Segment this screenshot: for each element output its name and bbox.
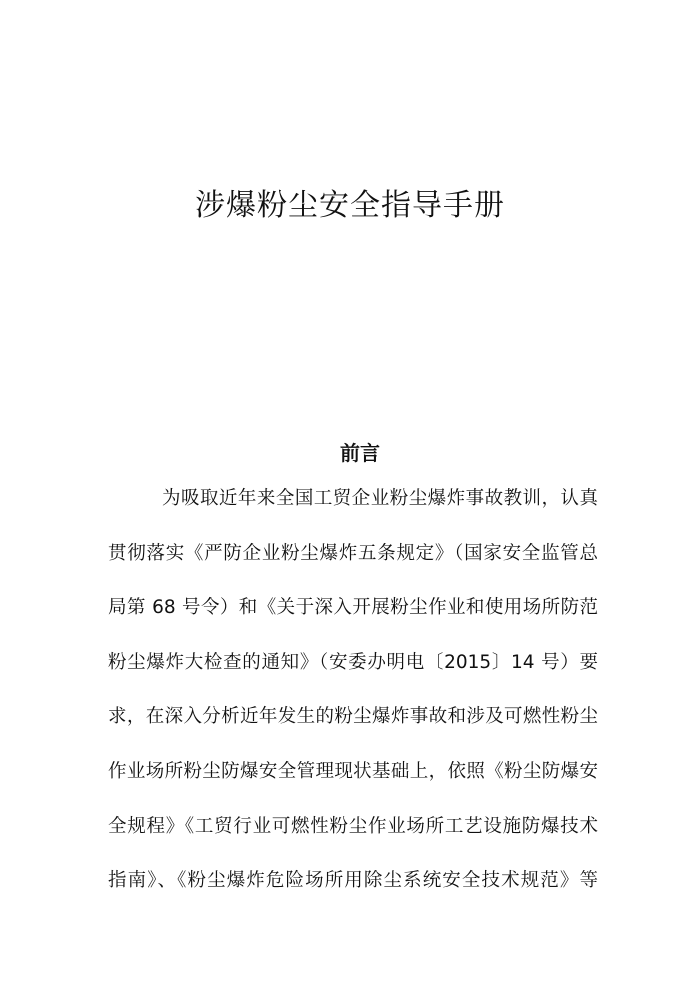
paragraph-line: 局第 68 号令）和《关于深入开展粉尘作业和使用场所防范 <box>108 597 598 619</box>
paragraph-line: 贯彻落实《严防企业粉尘爆炸五条规定》（国家安全监管总 <box>108 542 598 564</box>
paragraph-line: 指南》、《粉尘爆炸危险场所用除尘系统安全技术规范》等 <box>108 870 598 892</box>
section-heading-preface: 前言 <box>340 441 380 465</box>
paragraph-line: 全规程》《工贸行业可燃性粉尘作业场所工艺设施防爆技术 <box>108 815 598 837</box>
paragraph-line: 粉尘爆炸大检查的通知》（安委办明电〔2015〕14 号）要 <box>108 651 598 673</box>
paragraph-line: 作业场所粉尘防爆安全管理现状基础上，依照《粉尘防爆安 <box>108 760 598 782</box>
preface-paragraph <box>108 474 598 911</box>
paragraph-line: 为吸取近年来全国工贸企业粉尘爆炸事故教训，认真 <box>162 488 598 509</box>
document-title: 涉爆粉尘安全指导手册 <box>195 188 505 223</box>
paragraph-line: 求，在深入分析近年发生的粉尘爆炸事故和涉及可燃性粉尘 <box>108 706 598 728</box>
